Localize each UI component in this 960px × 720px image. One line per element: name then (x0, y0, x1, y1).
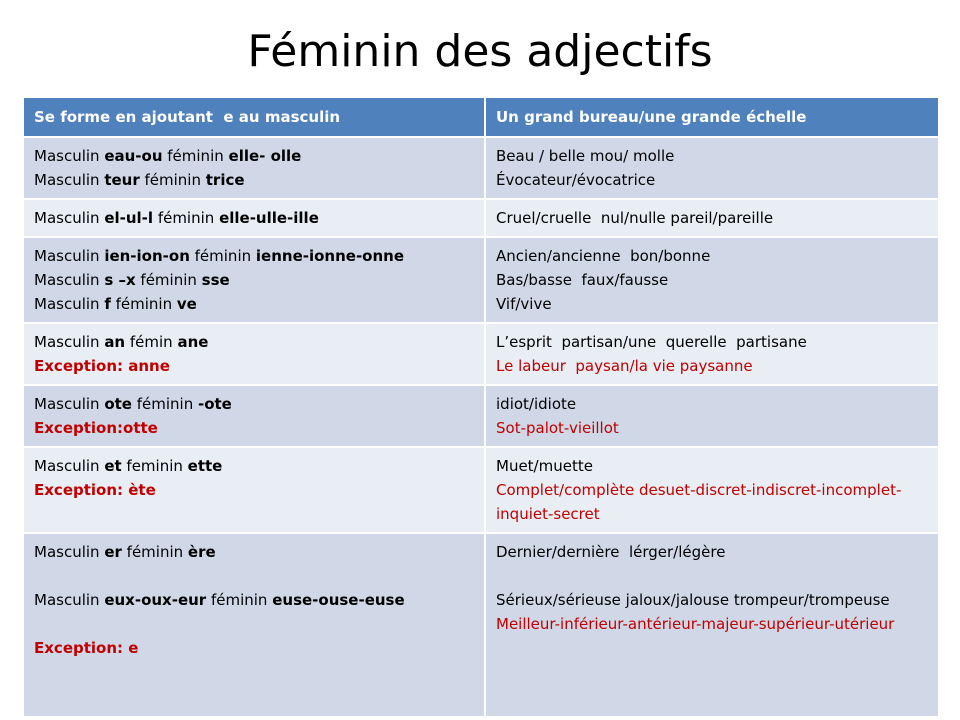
exception-label: Exception: anne (34, 357, 170, 375)
example-line: Dernier/dernière lérger/légère (496, 543, 726, 561)
example-line: Muet/muette (496, 457, 593, 475)
rule-cell (23, 447, 485, 533)
exception-label: Exception: e (34, 639, 139, 657)
rule-line: Masculin ote féminin -ote (34, 395, 232, 413)
header-rule-post: au masculin (238, 108, 341, 126)
example-line: Beau / belle mou/ molle (496, 147, 675, 165)
example-cell (485, 137, 939, 199)
rule-cell (23, 199, 485, 237)
example-line: Vif/vive (496, 295, 552, 313)
header-cell-rule (23, 97, 485, 137)
rule-cell (23, 323, 485, 385)
spacer (496, 564, 930, 588)
rule-line: Masculin el-ul-l féminin elle-ulle-ille (34, 209, 319, 227)
header-rule-pre: Se forme en ajoutant (34, 108, 213, 126)
slide-title: Féminin des adjectifs (247, 26, 713, 77)
adjectives-table (22, 96, 940, 718)
header-cell-example: Un grand bureau/une grande échelle (485, 97, 939, 137)
rule-cell (23, 137, 485, 199)
example-cell (485, 533, 939, 717)
example-line: Ancien/ancienne bon/bonne (496, 247, 711, 265)
example-exception-line: Meilleur-inférieur-antérieur-majeur-supérieur-utérieur (496, 615, 895, 633)
example-exception-line: Sot-palot-vieillot (496, 419, 619, 437)
example-line: idiot/idiote (496, 395, 577, 413)
example-line: Sérieux/sérieuse jaloux/jalouse trompeur/trompeuse (496, 591, 890, 609)
rule-line: Masculin s –x féminin sse (34, 271, 230, 289)
rule-cell (23, 237, 485, 323)
exception-label: Exception:otte (34, 419, 158, 437)
table-row (23, 199, 939, 237)
rule-line: Masculin et feminin ette (34, 457, 223, 475)
table-row (23, 385, 939, 447)
table-header-row (23, 97, 939, 137)
table-row (23, 237, 939, 323)
rule-line: Masculin eux-oux-eur féminin euse-ouse-euse (34, 591, 405, 609)
table-row (23, 323, 939, 385)
header-rule-letter: e (223, 108, 234, 126)
example-line: Bas/basse faux/fausse (496, 271, 669, 289)
example-line: L’esprit partisan/une querelle partisane (496, 333, 807, 351)
table-row (23, 533, 939, 717)
rule-line: Masculin an fémin ane (34, 333, 209, 351)
table-row (23, 137, 939, 199)
rule-line: Masculin er féminin ère (34, 543, 216, 561)
example-exception-line: Le labeur paysan/la vie paysanne (496, 357, 753, 375)
example-cell (485, 199, 939, 237)
exception-label: Exception: ète (34, 481, 156, 499)
rule-cell (23, 533, 485, 717)
example-exception-line: Complet/complète desuet-discret-indiscret-incomplet-inquiet-secret (496, 481, 902, 523)
rule-line: Masculin ien-ion-on féminin ienne-ionne-onne (34, 247, 405, 265)
rule-line: Masculin teur féminin trice (34, 171, 245, 189)
example-cell (485, 323, 939, 385)
example-line: Cruel/cruelle nul/nulle pareil/pareille (496, 209, 774, 227)
table-row (23, 447, 939, 533)
spacer (34, 564, 476, 588)
example-cell (485, 237, 939, 323)
spacer (34, 612, 476, 636)
example-line: Évocateur/évocatrice (496, 171, 656, 189)
rule-cell (23, 385, 485, 447)
rule-line: Masculin f féminin ve (34, 295, 197, 313)
example-cell (485, 447, 939, 533)
rule-line: Masculin eau-ou féminin elle- olle (34, 147, 302, 165)
example-cell (485, 385, 939, 447)
